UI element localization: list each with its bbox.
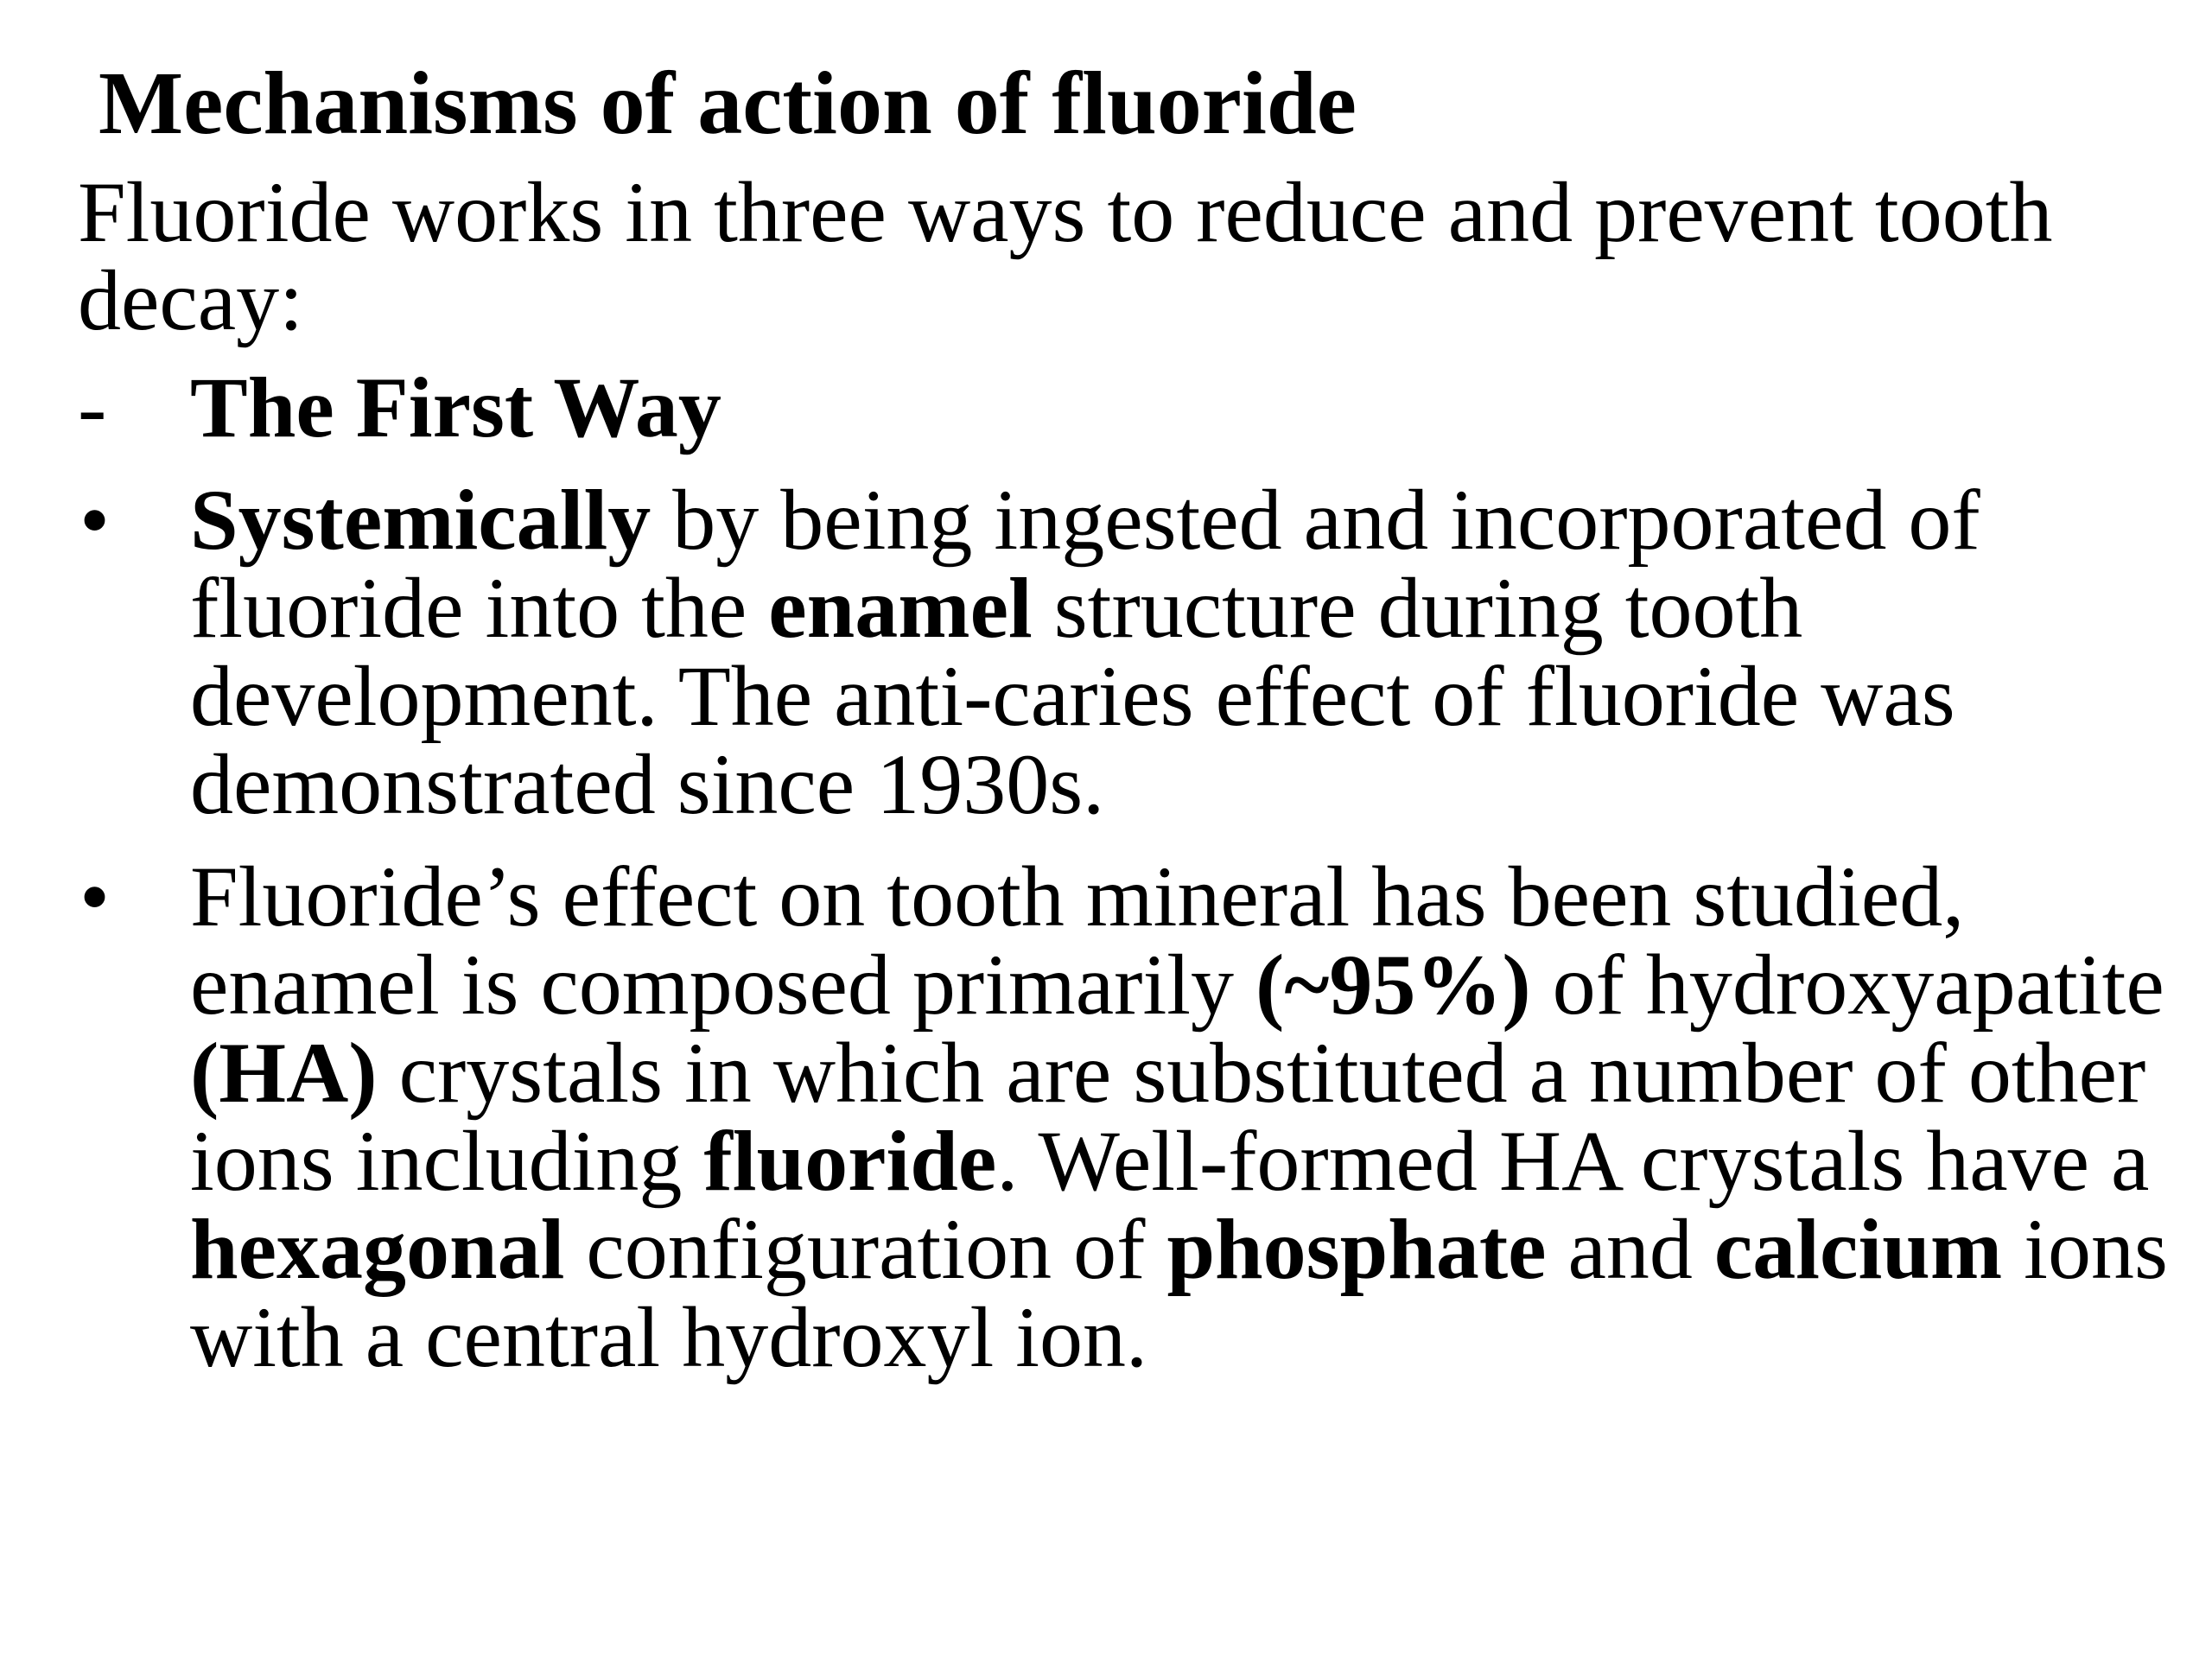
text-run: by being ingested and incorporated of fluoride into the bbox=[190, 472, 1980, 656]
slide-title: Mechanisms of action of fluoride bbox=[99, 54, 1357, 153]
bold-term: enamel bbox=[768, 560, 1033, 656]
intro-paragraph: Fluoride works in three ways to reduce and prevent tooth decay: bbox=[78, 164, 2053, 348]
text-run: configuration of bbox=[564, 1201, 1167, 1297]
bold-term: (~95%) bbox=[1255, 937, 1531, 1033]
bold-term: phosphate bbox=[1166, 1201, 1547, 1297]
bullet-marker: • bbox=[79, 472, 111, 568]
text-run: . Well-formed HA crystals have a bbox=[996, 1113, 2150, 1209]
text-run: ions with a central hydroxyl ion. bbox=[190, 1201, 2168, 1385]
text-run: Fluoride’s effect on tooth mineral has been studied, enamel is composed primarily bbox=[190, 849, 1965, 1033]
text-run: of hydroxyapatite bbox=[1530, 937, 2164, 1033]
bullet-item-mineral bbox=[78, 849, 2186, 1385]
bullet-marker: • bbox=[79, 849, 111, 944]
bold-term: Systemically bbox=[190, 472, 652, 568]
bold-term: calcium bbox=[1713, 1201, 2003, 1297]
subheading-item bbox=[78, 359, 2186, 455]
subheading-label: The First Way bbox=[190, 359, 721, 455]
bold-term: fluoride bbox=[703, 1113, 997, 1209]
bold-term: hexagonal bbox=[190, 1201, 565, 1297]
bullet-item-systemic bbox=[78, 472, 2186, 832]
slide-body bbox=[78, 164, 2186, 1406]
text-run: and bbox=[1546, 1201, 1714, 1297]
bold-term: (HA) bbox=[190, 1025, 378, 1121]
text-run: crystals in which are substituted a number of other ions including bbox=[190, 1025, 2146, 1209]
bullet-text bbox=[190, 472, 2195, 832]
dash-marker: - bbox=[78, 359, 107, 455]
bullet-text bbox=[190, 849, 2186, 1385]
text-run: structure during tooth development. The anti-caries effect of fluoride was demonstrated since 1930s. bbox=[190, 560, 1955, 832]
